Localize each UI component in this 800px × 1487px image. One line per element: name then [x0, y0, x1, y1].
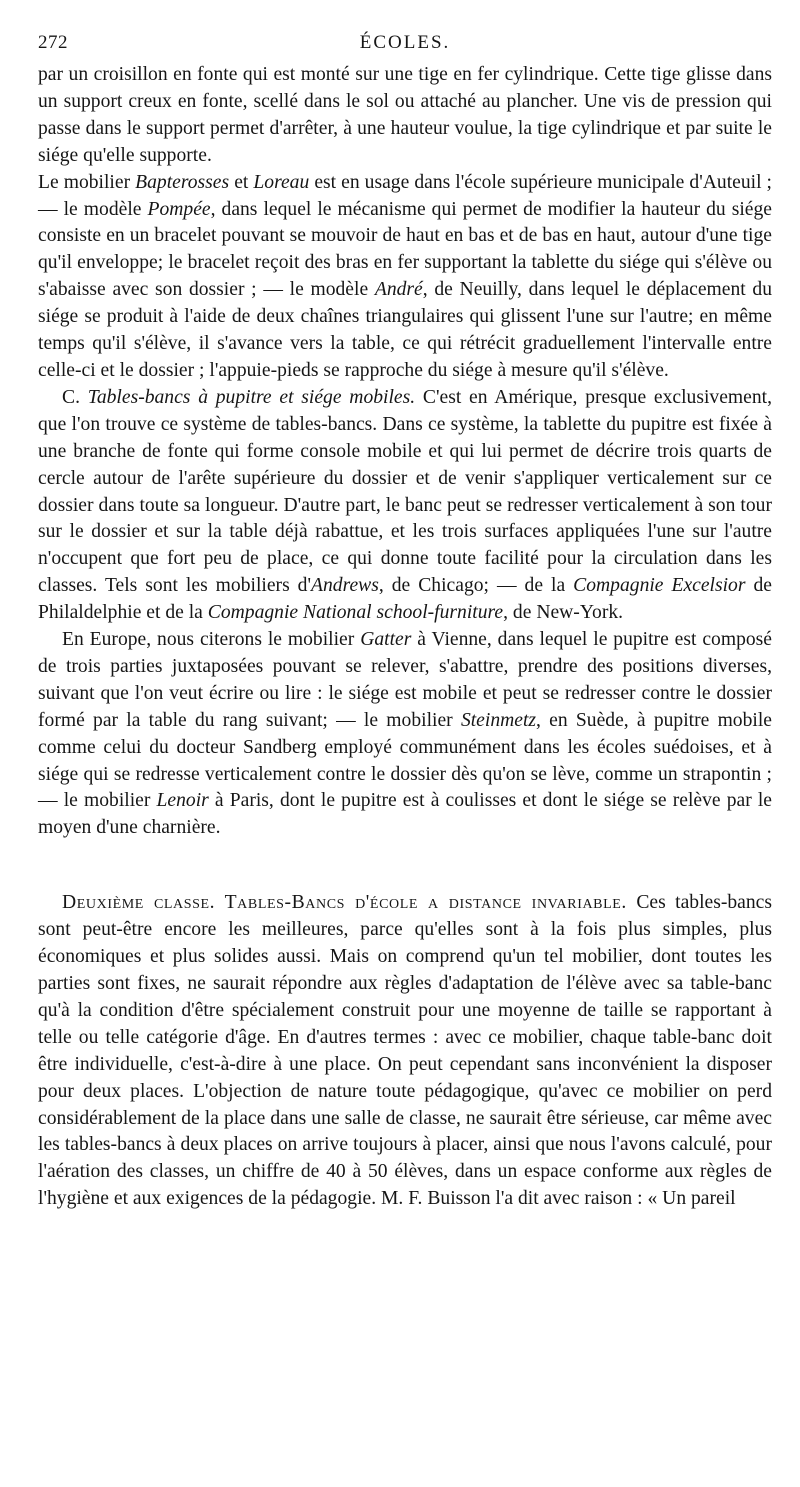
italic-name: André: [374, 279, 423, 301]
paragraph-text: [215, 892, 224, 913]
paragraph-2: [38, 170, 772, 385]
page-header: [38, 28, 772, 62]
document-page: [38, 28, 772, 1213]
italic-name: Andrews: [311, 575, 379, 597]
paragraph-text: , de Chicago; — de la: [378, 575, 574, 597]
page-number: 272: [38, 32, 68, 53]
paragraph-3: [38, 385, 772, 627]
section-heading: Tables-bancs à pupitre et siége mobiles.: [87, 386, 416, 408]
italic-name: Bapterosses: [135, 171, 230, 193]
section-gap: [38, 842, 772, 890]
italic-name: Compagnie National school-furniture: [207, 602, 504, 624]
class-title: Tables-Bancs d'école a distance invariable.: [224, 892, 627, 914]
italic-name: Pompée: [147, 198, 211, 220]
paragraph-5: [38, 890, 772, 1213]
paragraph-text: , de New-York.: [503, 602, 624, 624]
body-text: [38, 62, 772, 1213]
paragraph-text: Le mobilier: [38, 171, 136, 193]
paragraph-4: [38, 627, 772, 842]
paragraph-text: , dans lequel le mécanisme qui permet de modifier la hauteur du siége consiste en un bracelet pouvant se mouvoir de haut en bas et de bas en haut, autour d'une tige qu'il enveloppe; le bracelet reçoit des bras en fer supportant la tablette du siége qui s'élève ou s'abaisse avec son dossier ; — le modèle: [38, 198, 772, 301]
italic-name: Compagnie Excelsior: [573, 575, 746, 597]
paragraph-text: En Europe, nous citerons le mobilier: [62, 629, 361, 651]
section-letter: C.: [62, 386, 88, 408]
paragraph-text: C'est en Amérique, presque exclusivement, que l'on trouve ce système de tables-bancs. Dans ce système, la tablette du pupitre est fixée à une branche de fonte qui forme console mobile et qui lui permet de décrire trois quarts de cercle autour de l'arête supérieure du dossier et de venir s'appliquer verticalement sur ce dossier dans toute sa longueur. D'autre part, le banc peut se redresser verticalement à son tour sur le dossier et sur la table déjà rabattue, et les trois surfaces appliquées l'une sur l'autre n'occupent que fort peu de place, ce qui donne toute facilité pour la circulation dans les classes. Tels sont les mobiliers d': [38, 386, 772, 597]
italic-name: Steinmetz: [460, 709, 537, 731]
paragraph-text: et: [229, 171, 254, 193]
italic-name: Lenoir: [156, 790, 209, 812]
paragraph-text: par un croisillon en fonte qui est monté sur une tige en fer cylindrique. Cette tige glisse dans un support creux en fonte, scellé dans le sol ou attaché au plancher. Une vis de pression qui passe dans le support permet d'arrêter, à une hauteur voulue, la tige cylindrique et par suite le siége qu'elle supporte.: [38, 64, 772, 166]
paragraph-text: à Vienne, dans lequel le pupitre est composé de trois parties juxtaposées pouvant se relever, s'abattre, prendre des positions diverses, suivant que l'on veut écrire ou lire : le siége est mobile et peut se redresser contre le dossier formé par la table du rang suivant; — le mobilier: [38, 629, 772, 731]
paragraph-text: de Philaldelphie et de la: [38, 575, 772, 624]
paragraph-text: Ces tables-bancs sont peut-être encore les meilleures, parce qu'elles sont à la fois plus simples, plus économiques et plus solides aussi. Mais on comprend qu'un tel mobilier, dont toutes les parties sont fixes, ne saurait répondre aux règles d'adaptation de l'élève avec sa table-banc qu'à la condition d'être spécialement construit pour une moyenne de taille se rapportant à telle ou telle catégorie d'âge. En d'autres termes : avec ce mobilier, chaque table-banc doit être individuelle, c'est-à-dire à une place. On peut cependant sans inconvénient la disposer pour deux places. L'objection de nature toute pédagogique, qu'avec ce mobilier on perd considérablement de la place dans une salle de classe, ne saurait être sérieuse, car même avec les tables-bancs à deux places on arrive toujours à placer, ainsi que nous l'avons calculé, pour l'aération des classes, un chiffre de 40 à 50 élèves, dans un espace conforme aux règles de l'hygiène et aux exigences de la pédagogie. M. F. Buisson l'a dit avec raison : « Un pareil: [38, 892, 772, 1210]
paragraph-text: , en Suède, à pupitre mobile comme celui du docteur Sandberg employé communément dans les écoles suédoises, et à siége qui se redresse verticalement contre le dossier dès qu'on se lève, comme un strapontin ; — le mobilier: [38, 709, 772, 812]
italic-name: Loreau: [253, 171, 310, 193]
class-heading: Deuxième classe.: [62, 892, 216, 914]
paragraph-text: est en usage dans l'école supérieure municipale d'Auteuil ; — le modèle: [38, 171, 773, 220]
paragraph-text: , de Neuilly, dans lequel le déplacement du siége se produit à l'aide de deux chaînes triangulaires qui glissent l'une sur l'autre; en même temps qu'il s'élève, il s'avance vers la table, ce qui rétrécit graduellement l'intervalle entre celle-ci et le dossier ; l'appuie-pieds se rapproche du siége à mesure qu'il s'élève.: [38, 279, 773, 381]
paragraph-text: à Paris, dont le pupitre est à coulisses et dont le siége se relève par le moyen d'une charnière.: [38, 790, 772, 839]
paragraph-1: [38, 62, 772, 170]
italic-name: Gatter: [360, 629, 412, 651]
running-title: ÉCOLES.: [359, 32, 451, 53]
